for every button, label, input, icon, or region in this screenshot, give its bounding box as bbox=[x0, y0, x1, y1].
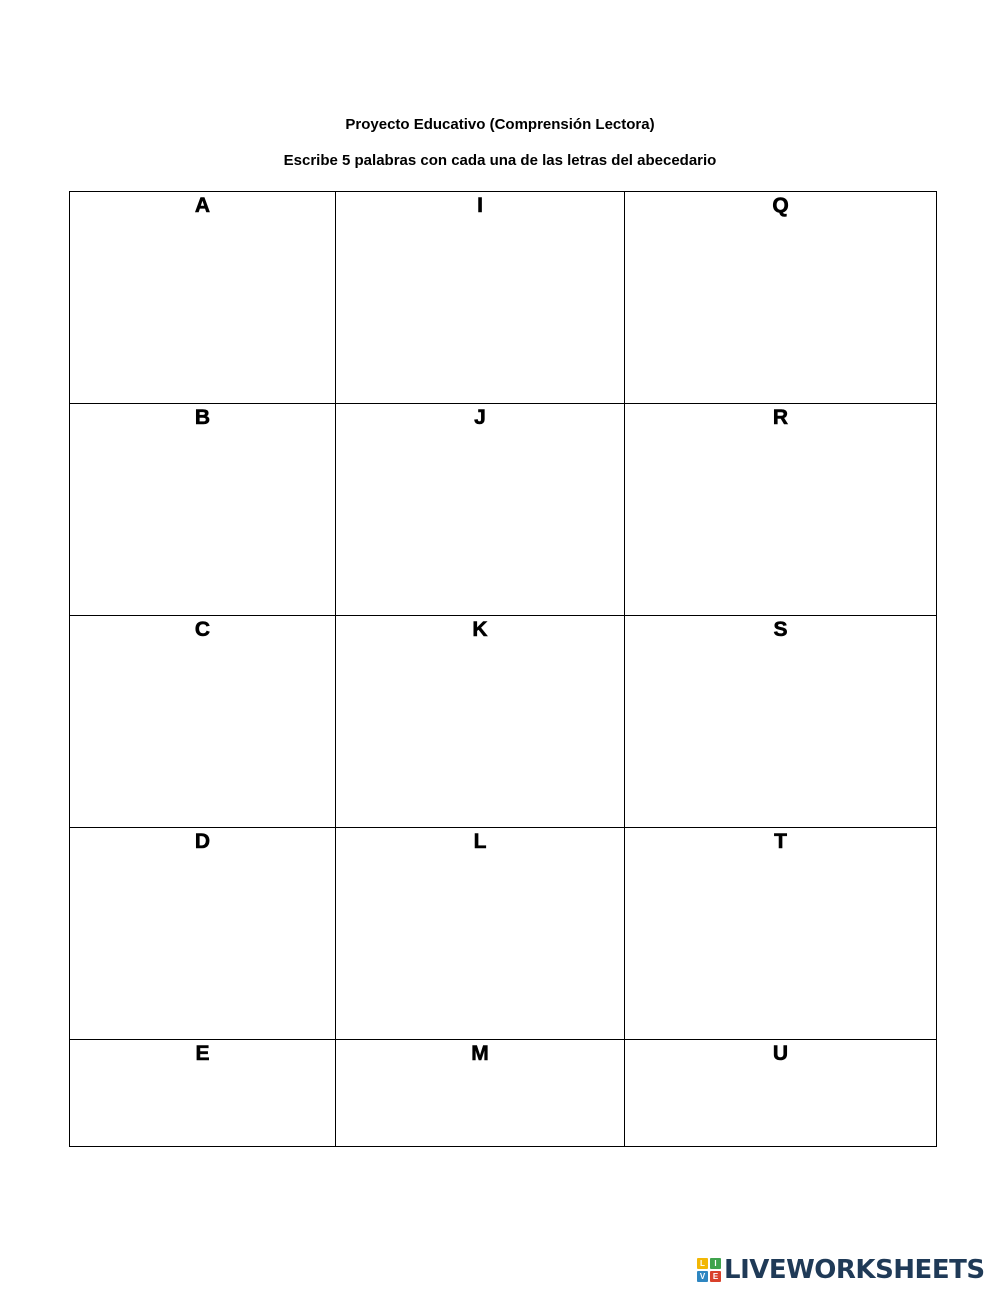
logo-text: LIVEWORKSHEETS bbox=[724, 1255, 985, 1285]
logo-mark-tile: V bbox=[697, 1271, 708, 1282]
letter-label: L bbox=[473, 830, 487, 853]
letter-cell[interactable] bbox=[70, 1040, 336, 1147]
letter-label: E bbox=[195, 1042, 210, 1065]
table-row bbox=[70, 404, 937, 616]
letter-cell[interactable] bbox=[625, 828, 937, 1040]
letter-label: T bbox=[774, 830, 787, 853]
logo-mark-tile: L bbox=[697, 1258, 708, 1269]
letter-label: J bbox=[474, 406, 486, 429]
letter-label: M bbox=[471, 1042, 489, 1065]
letter-cell[interactable] bbox=[625, 1040, 937, 1147]
letter-label: R bbox=[772, 406, 789, 429]
alphabet-table bbox=[69, 191, 937, 1147]
table-row bbox=[70, 1040, 937, 1147]
letter-cell[interactable] bbox=[70, 828, 336, 1040]
letter-label: K bbox=[472, 618, 488, 641]
table-row bbox=[70, 828, 937, 1040]
letter-cell[interactable] bbox=[70, 192, 336, 404]
letter-label: I bbox=[477, 194, 483, 217]
letter-label: Q bbox=[772, 194, 789, 217]
logo-mark-tile: E bbox=[710, 1271, 721, 1282]
document-instruction: Escribe 5 palabras con cada una de las letras del abecedario bbox=[283, 152, 717, 169]
letter-cell[interactable] bbox=[625, 404, 937, 616]
letter-label: C bbox=[194, 618, 211, 641]
table-row bbox=[70, 616, 937, 828]
letter-label: B bbox=[194, 406, 211, 429]
letter-cell[interactable] bbox=[625, 616, 937, 828]
letter-label: A bbox=[194, 194, 211, 217]
letter-cell[interactable] bbox=[336, 404, 625, 616]
letter-label: D bbox=[194, 830, 211, 853]
letter-cell[interactable] bbox=[336, 192, 625, 404]
letter-cell[interactable] bbox=[70, 404, 336, 616]
logo-mark-tile: I bbox=[710, 1258, 721, 1269]
letter-cell[interactable] bbox=[336, 616, 625, 828]
document-title: Proyecto Educativo (Comprensión Lectora) bbox=[345, 116, 655, 133]
letter-label: U bbox=[772, 1042, 789, 1065]
table-row bbox=[70, 192, 937, 404]
logo-mark-icon bbox=[697, 1258, 721, 1282]
liveworksheets-logo bbox=[697, 1256, 985, 1284]
letter-cell[interactable] bbox=[70, 616, 336, 828]
letter-cell[interactable] bbox=[625, 192, 937, 404]
letter-label: S bbox=[773, 618, 788, 641]
letter-cell[interactable] bbox=[336, 828, 625, 1040]
letter-cell[interactable] bbox=[336, 1040, 625, 1147]
